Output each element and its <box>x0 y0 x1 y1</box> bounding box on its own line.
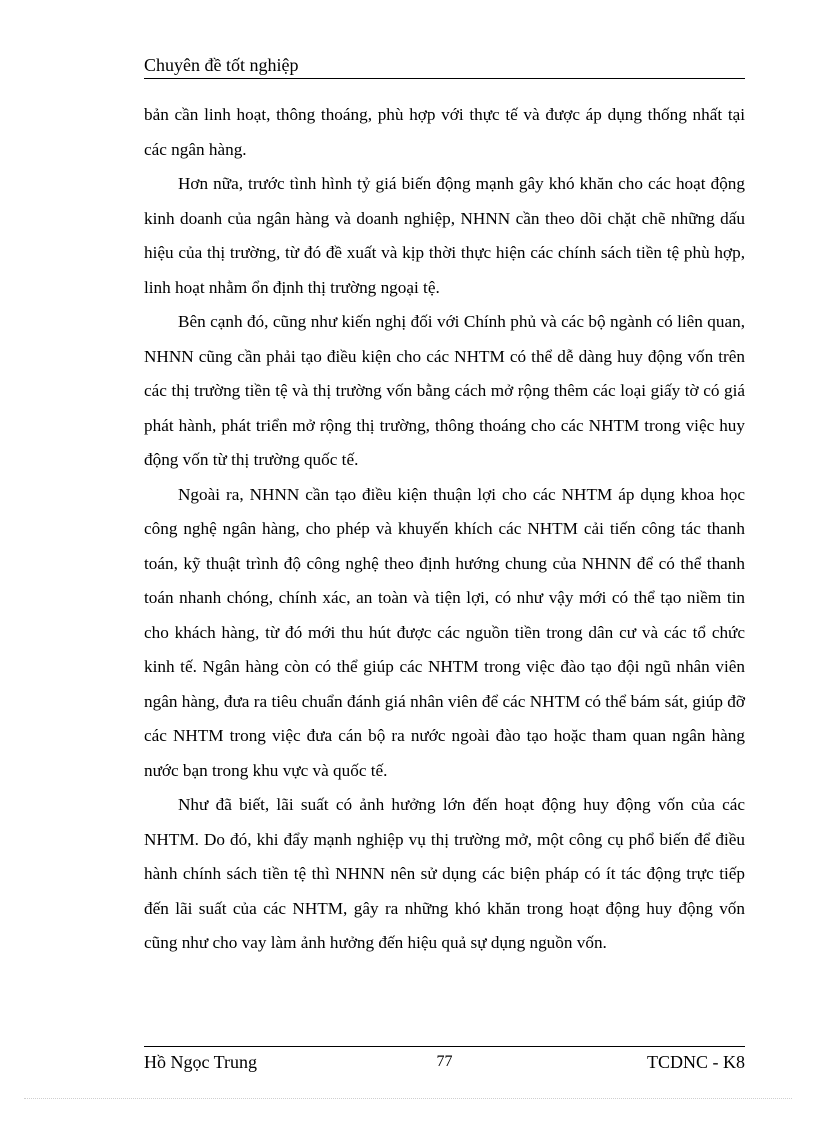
paragraph: Hơn nữa, trước tình hình tỷ giá biến động mạnh gây khó khăn cho các hoạt động kinh doanh của ngân hàng và doanh nghiệp, NHNN cần theo dõi chặt chẽ những dấu hiệu của thị trường, từ đó đề xuất và kịp thời thực hiện các chính sách tiền tệ phù hợp, linh hoạt nhằm ổn định thị trường ngoại tệ. <box>144 174 745 297</box>
page-number: 77 <box>436 1053 453 1070</box>
paragraph: Như đã biết, lãi suất có ảnh hưởng lớn đến hoạt động huy động vốn của các NHTM. Do đó, khi đẩy mạnh nghiệp vụ thị trường mở, một công cụ phổ biến để điều hành chính sách tiền tệ thì NHNN nên sử dụng các biện pháp có ít tác động trực tiếp đến lãi suất của các NHTM, gây ra những khó khăn trong hoạt động huy động vốn cũng như cho vay làm ảnh hưởng đến hiệu quả sự dụng nguồn vốn. <box>144 795 745 952</box>
paragraph-continuation: bản cần linh hoạt, thông thoáng, phù hợp với thực tế và được áp dụng thống nhất tại các ngân hàng. <box>144 105 745 159</box>
header-title: Chuyên đề tốt nghiệp <box>144 55 299 75</box>
paragraph: Bên cạnh đó, cũng như kiến nghị đối với Chính phủ và các bộ ngành có liên quan, NHNN cũng cần phải tạo điều kiện cho các NHTM có thể dễ dàng huy động vốn trên các thị trường tiền tệ và thị trường vốn bằng cách mở rộng thêm các loại giấy tờ có giá phát hành, phát triển mở rộng thị trường, thông thoáng cho các NHTM trong việc huy động vốn từ thị trường quốc tế. <box>144 312 745 469</box>
page-header <box>144 50 745 79</box>
document-body <box>144 98 745 961</box>
footer-class-code: TCDNC - K8 <box>647 1052 745 1072</box>
footer-author: Hồ Ngọc Trung <box>144 1052 258 1072</box>
paragraph: Ngoài ra, NHNN cần tạo điều kiện thuận lợi cho các NHTM áp dụng khoa học công nghệ ngân hàng, cho phép và khuyến khích các NHTM cải tiến công tác thanh toán, kỹ thuật trình độ công nghệ theo định hướng chung của NHNN để có thể thanh toán nhanh chóng, chính xác, an toàn và tiện lợi, có như vậy mới có thể tạo niềm tin cho khách hàng, từ đó mới thu hút được các nguồn tiền trong dân cư và các tổ chức kinh tế. Ngân hàng còn có thể giúp các NHTM trong việc đào tạo đội ngũ nhân viên ngân hàng, đưa ra tiêu chuẩn đánh giá nhân viên để các NHTM có thể bám sát, giúp đỡ các NHTM trong việc đưa cán bộ ra nước ngoài đào tạo hoặc tham quan ngân hàng nước bạn trong khu vực và quốc tế. <box>144 484 745 780</box>
page-footer <box>144 1046 745 1077</box>
page-edge-divider <box>24 1098 792 1099</box>
